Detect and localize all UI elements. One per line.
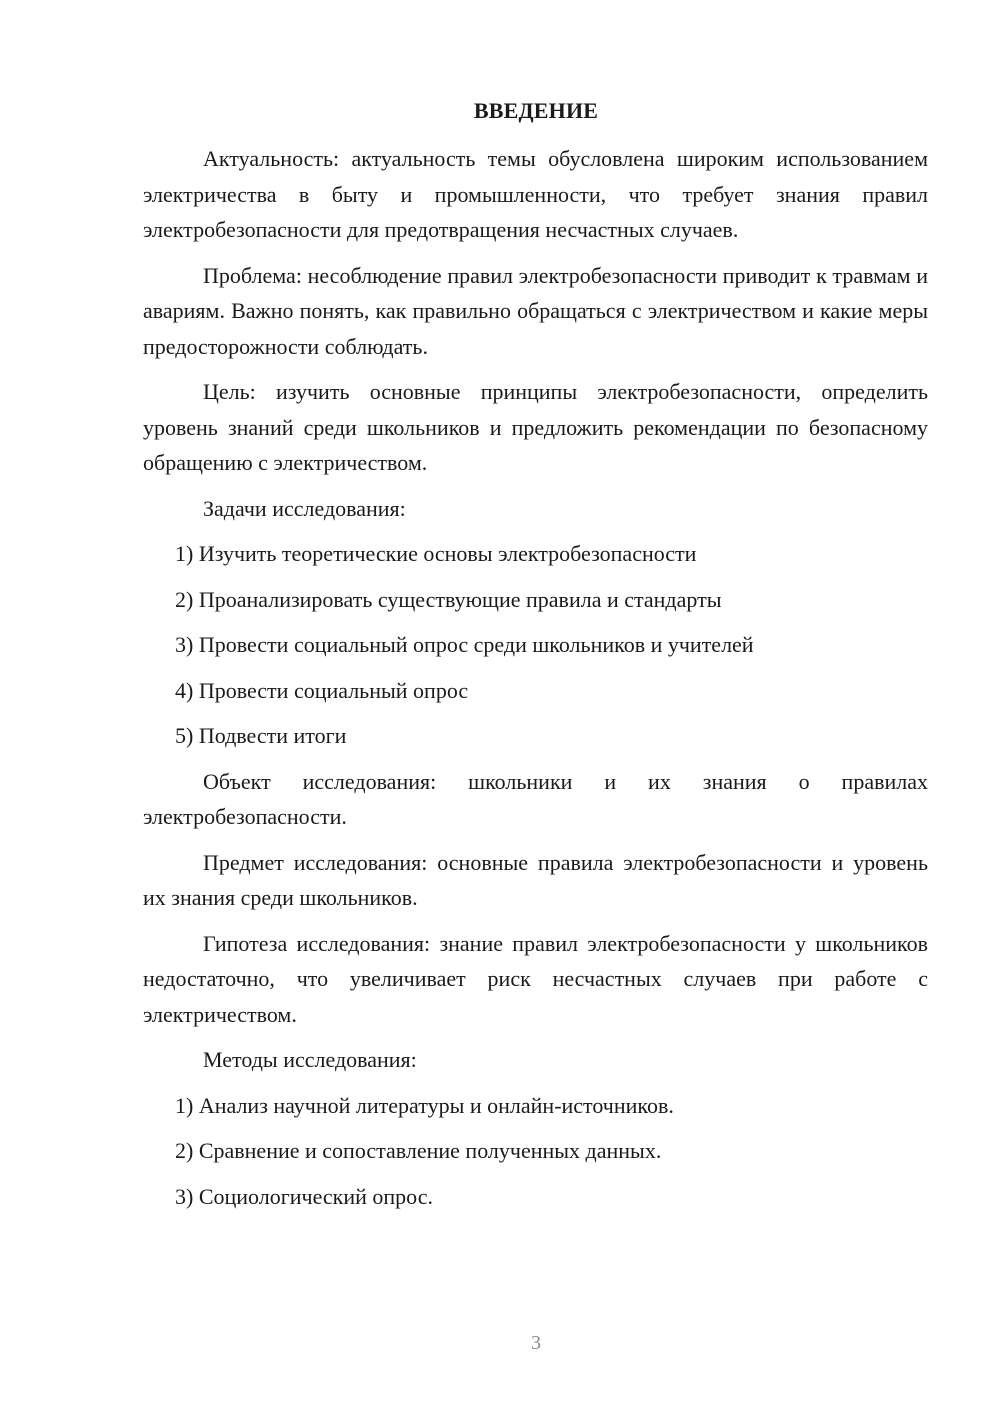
task-item: 4) Провести социальный опрос [175,677,469,703]
tasks-heading: Задачи исследования: [203,495,406,521]
page-title: ВВЕДЕНИЕ [473,98,599,123]
page-number: 3 [531,1332,541,1354]
document-body [143,141,928,1224]
relevance-paragraph: Актуальность: актуальность темы обусловлена широким использованием электричества в быту и промышленности, что требует знания правил электробезопасности для предотвращения несчастных случаев. [143,146,928,242]
subject-paragraph: Предмет исследования: основные правила электробезопасности и уровень их знания среди школьников. [143,849,928,910]
method-item: 2) Сравнение и сопоставление полученных данных. [175,1138,662,1163]
method-item: 1) Анализ научной литературы и онлайн-источников. [175,1092,674,1118]
object-paragraph: Объект исследования: школьники и их знания о правилах электробезопасности. [143,768,928,829]
problem-paragraph: Проблема: несоблюдение правил электробезопасности приводит к травмам и авариям. Важно понять, как правильно обращаться с электричеством и какие меры предосторожности соблюдать. [143,262,928,359]
method-item: 3) Социологический опрос. [175,1183,433,1209]
task-item: 5) Подвести итоги [175,723,347,748]
task-item: 2) Проанализировать существующие правила и стандарты [175,586,722,612]
methods-list [143,1088,928,1215]
hypothesis-paragraph: Гипотеза исследования: знание правил электробезопасности у школьников недостаточно, что увеличивает риск несчастных случаев при работе с электричеством. [143,930,928,1027]
task-item: 3) Провести социальный опрос среди школьников и учителей [175,632,754,657]
goal-paragraph: Цель: изучить основные принципы электробезопасности, определить уровень знаний среди школьников и предложить рекомендации по безопасному обращению с электричеством. [143,379,928,475]
tasks-list [143,536,928,754]
task-item: 1) Изучить теоретические основы электробезопасности [175,541,697,566]
methods-heading: Методы исследования: [203,1047,417,1072]
